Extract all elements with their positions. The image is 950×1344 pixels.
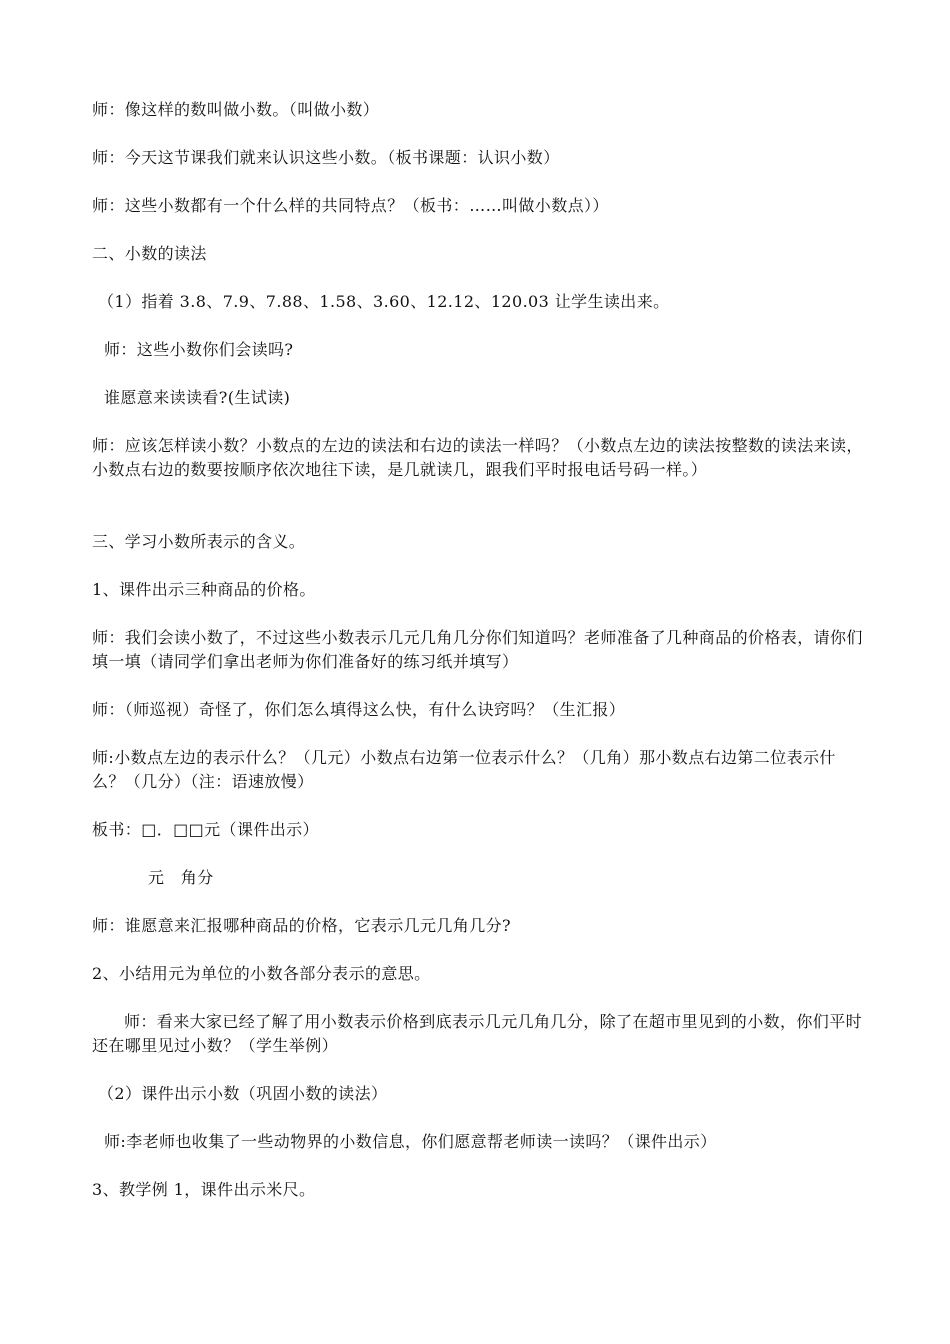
paragraph-show-decimals: （2）课件出示小数（巩固小数的读法） xyxy=(98,1084,388,1103)
paragraph-who-reads: 谁愿意来读读看?(生试读) xyxy=(104,388,291,407)
paragraph-animal-decimals: 师:李老师也收集了一些动物界的小数信息，你们愿意帮老师读一读吗？（课件出示） xyxy=(104,1132,717,1151)
board-units-label: 元 角分 xyxy=(148,868,214,887)
paragraph-report-price: 师：谁愿意来汇报哪种商品的价格，它表示几元几角几分? xyxy=(92,916,511,935)
paragraph-price-table: 师：我们会读小数了，不过这些小数表示几元几角几分你们知道吗？老师准备了几种商品的价格表，请你们填一填（请同学们拿出老师为你们准备好的练习纸并填写） xyxy=(92,628,863,671)
paragraph-common-feature: 师：这些小数都有一个什么样的共同特点？（板书：……叫做小数点）） xyxy=(92,196,609,215)
section-heading-reading: 二、小数的读法 xyxy=(92,244,207,263)
paragraph-example-meter: 3、教学例 1，课件出示米尺。 xyxy=(92,1180,316,1199)
section-heading-meaning: 三、学习小数所表示的含义。 xyxy=(92,532,306,551)
paragraph-other-decimals: 师：看来大家已经了解了用小数表示价格到底表示几元几角几分，除了在超市里见到的小数，你们平时还在哪里见过小数？（学生举例） xyxy=(92,1012,863,1055)
paragraph-decimal-positions: 师:小数点左边的表示什么？（几元）小数点右边第一位表示什么？（几角）那小数点右边第二位表示什么？（几分）（注：语速放慢） xyxy=(92,748,836,791)
paragraph-teacher-decimal-name: 师：像这样的数叫做小数。（叫做小数） xyxy=(92,100,380,119)
paragraph-lesson-topic: 师：今天这节课我们就来认识这些小数。（板书课题：认识小数） xyxy=(92,148,560,167)
paragraph-show-prices: 1、课件出示三种商品的价格。 xyxy=(92,580,316,599)
paragraph-teacher-patrol: 师：（师巡视）奇怪了，你们怎么填得这么快，有什么诀窍吗？（生汇报） xyxy=(92,700,626,719)
paragraph-can-you-read: 师：这些小数你们会读吗? xyxy=(104,340,294,359)
paragraph-summary-yuan: 2、小结用元为单位的小数各部分表示的意思。 xyxy=(92,964,431,983)
paragraph-read-numbers: （1）指着 3.8、7.9、7.88、1.58、3.60、12.12、120.03 让学生读出来。 xyxy=(98,292,670,311)
paragraph-how-to-read: 师：应该怎样读小数？小数点的左边的读法和右边的读法一样吗？（小数点左边的读法按整数的读法来读，小数点右边的数要按顺序依次地往下读，是几就读几，跟我们平时报电话号码一样。） xyxy=(92,436,863,479)
paragraph-board-writing: 板书：□．□□元（课件出示） xyxy=(92,820,319,839)
